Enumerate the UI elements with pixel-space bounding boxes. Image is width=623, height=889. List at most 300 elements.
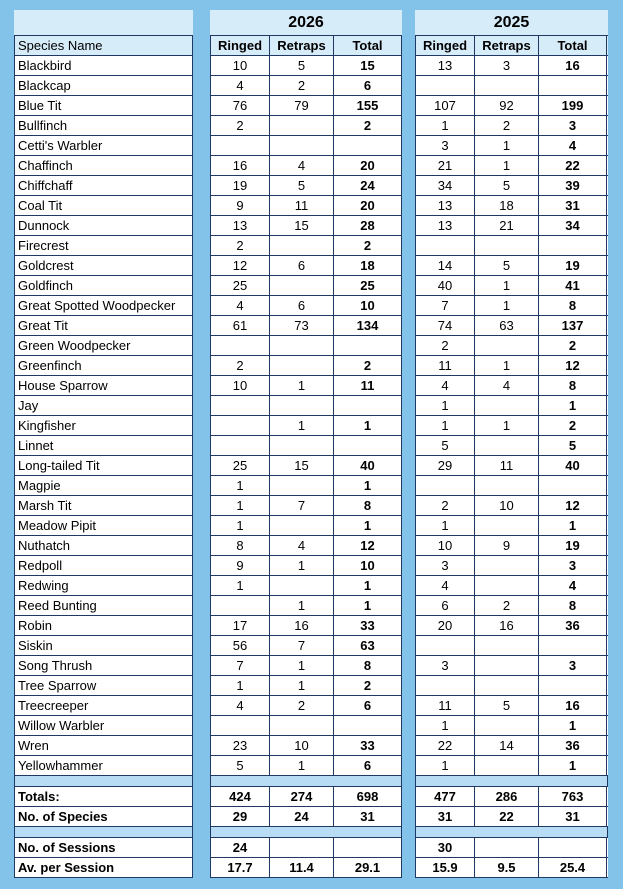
ringed-cell: 2 bbox=[210, 236, 270, 255]
ringed-cell: 11 bbox=[415, 696, 475, 715]
total-cell: 1 bbox=[539, 716, 607, 735]
retraps-cell bbox=[475, 476, 539, 495]
avg-row bbox=[210, 858, 402, 878]
total-cell: 18 bbox=[334, 256, 402, 275]
species-name: Dunnock bbox=[14, 216, 193, 235]
species-name: Robin bbox=[14, 616, 193, 635]
ringed-cell: 11 bbox=[415, 356, 475, 375]
species-name: Goldcrest bbox=[14, 256, 193, 275]
ringed-cell: 25 bbox=[210, 456, 270, 475]
ringed-cell: 1 bbox=[210, 516, 270, 535]
total-cell: 1 bbox=[334, 596, 402, 615]
table-row bbox=[415, 536, 608, 556]
species-row bbox=[14, 196, 193, 216]
avg-ringed: 15.9 bbox=[415, 858, 475, 877]
ringed-cell bbox=[415, 236, 475, 255]
species-retraps: 22 bbox=[475, 807, 539, 826]
retraps-cell bbox=[475, 516, 539, 535]
species-name: Redpoll bbox=[14, 556, 193, 575]
table-row bbox=[210, 736, 402, 756]
retraps-cell bbox=[270, 136, 334, 155]
retraps-cell: 5 bbox=[475, 256, 539, 275]
total-ringed: 477 bbox=[415, 787, 475, 806]
table-row bbox=[415, 476, 608, 496]
total-cell: 40 bbox=[539, 456, 607, 475]
total-cell: 2 bbox=[539, 416, 607, 435]
species-row bbox=[14, 656, 193, 676]
table-row bbox=[415, 76, 608, 96]
retraps-cell: 21 bbox=[475, 216, 539, 235]
table-row bbox=[415, 56, 608, 76]
total-cell: 41 bbox=[539, 276, 607, 295]
retraps-cell bbox=[270, 276, 334, 295]
retraps-cell bbox=[475, 556, 539, 575]
ringed-cell: 1 bbox=[415, 416, 475, 435]
retraps-cell: 1 bbox=[475, 356, 539, 375]
table-row bbox=[210, 556, 402, 576]
species-year-spacer bbox=[14, 10, 193, 36]
ringed-cell: 1 bbox=[415, 396, 475, 415]
species-name: Kingfisher bbox=[14, 416, 193, 435]
retraps-cell: 1 bbox=[270, 556, 334, 575]
species-name: Chiffchaff bbox=[14, 176, 193, 195]
species-name: Willow Warbler bbox=[14, 716, 193, 735]
retraps-cell: 15 bbox=[270, 216, 334, 235]
species-row bbox=[14, 516, 193, 536]
total-cell: 1 bbox=[539, 756, 607, 775]
retraps-cell: 4 bbox=[270, 156, 334, 175]
table-row bbox=[210, 156, 402, 176]
sessions-empty bbox=[270, 838, 334, 857]
total-cell: 1 bbox=[334, 576, 402, 595]
table-row bbox=[210, 176, 402, 196]
spacer-row bbox=[210, 827, 402, 838]
species-name: Wren bbox=[14, 736, 193, 755]
spacer-row bbox=[14, 827, 193, 838]
species-name: Blue Tit bbox=[14, 96, 193, 115]
ringed-cell: 2 bbox=[210, 116, 270, 135]
ringed-cell: 74 bbox=[415, 316, 475, 335]
species-row bbox=[14, 576, 193, 596]
table-row bbox=[415, 656, 608, 676]
ringed-cell bbox=[210, 436, 270, 455]
avg-ringed: 17.7 bbox=[210, 858, 270, 877]
species-row bbox=[14, 376, 193, 396]
species-row bbox=[14, 696, 193, 716]
ringed-cell: 6 bbox=[415, 596, 475, 615]
species-row bbox=[14, 56, 193, 76]
total-cell: 134 bbox=[334, 316, 402, 335]
retraps-cell bbox=[475, 716, 539, 735]
table-row bbox=[415, 196, 608, 216]
total-cell: 2 bbox=[334, 236, 402, 255]
retraps-cell: 11 bbox=[475, 456, 539, 475]
retraps-cell bbox=[475, 656, 539, 675]
total-cell: 28 bbox=[334, 216, 402, 235]
species-name: Goldfinch bbox=[14, 276, 193, 295]
sessions-count: 30 bbox=[415, 838, 475, 857]
species-count-row bbox=[415, 807, 608, 827]
species-row bbox=[14, 96, 193, 116]
table-row bbox=[415, 636, 608, 656]
species-name: Magpie bbox=[14, 476, 193, 495]
table-row bbox=[210, 676, 402, 696]
species-row bbox=[14, 136, 193, 156]
table-row bbox=[415, 616, 608, 636]
table-row bbox=[415, 556, 608, 576]
ringed-cell: 7 bbox=[415, 296, 475, 315]
table-row bbox=[210, 756, 402, 776]
total-cell: 4 bbox=[539, 136, 607, 155]
total-cell: 15 bbox=[334, 56, 402, 75]
ringed-cell: 17 bbox=[210, 616, 270, 635]
ringed-cell: 3 bbox=[415, 656, 475, 675]
species-row bbox=[14, 396, 193, 416]
retraps-cell: 1 bbox=[270, 656, 334, 675]
ringed-cell: 1 bbox=[210, 676, 270, 695]
retraps-cell: 6 bbox=[270, 256, 334, 275]
ringed-cell: 2 bbox=[415, 336, 475, 355]
species-name: Tree Sparrow bbox=[14, 676, 193, 695]
table-row bbox=[415, 116, 608, 136]
ringed-cell: 10 bbox=[210, 56, 270, 75]
ringed-cell: 13 bbox=[210, 216, 270, 235]
table-row bbox=[415, 716, 608, 736]
retraps-cell: 2 bbox=[270, 696, 334, 715]
total-cell: 33 bbox=[334, 736, 402, 755]
ringed-cell bbox=[415, 636, 475, 655]
table-row bbox=[415, 216, 608, 236]
retraps-cell bbox=[270, 516, 334, 535]
species-name: Blackcap bbox=[14, 76, 193, 95]
species-row bbox=[14, 176, 193, 196]
ringed-cell: 4 bbox=[210, 296, 270, 315]
retraps-cell: 10 bbox=[475, 496, 539, 515]
retraps-cell: 1 bbox=[270, 756, 334, 775]
retraps-cell: 7 bbox=[270, 496, 334, 515]
species-name: Meadow Pipit bbox=[14, 516, 193, 535]
species-ringed: 29 bbox=[210, 807, 270, 826]
retraps-cell bbox=[475, 396, 539, 415]
retraps-cell bbox=[270, 356, 334, 375]
table-row bbox=[415, 496, 608, 516]
ringed-cell bbox=[210, 396, 270, 415]
total-cell: 199 bbox=[539, 96, 607, 115]
species-header-row bbox=[14, 36, 193, 56]
total-cell: 24 bbox=[334, 176, 402, 195]
total-cell: 19 bbox=[539, 256, 607, 275]
table-row bbox=[210, 96, 402, 116]
ringed-cell: 5 bbox=[210, 756, 270, 775]
retraps-cell bbox=[270, 336, 334, 355]
table-row bbox=[210, 276, 402, 296]
table-row bbox=[210, 576, 402, 596]
retraps-cell: 5 bbox=[270, 176, 334, 195]
total-cell: 6 bbox=[334, 756, 402, 775]
total-cell: 8 bbox=[334, 496, 402, 515]
retraps-cell bbox=[475, 576, 539, 595]
ringed-cell: 14 bbox=[415, 256, 475, 275]
total-cell: 3 bbox=[539, 656, 607, 675]
retraps-cell bbox=[270, 396, 334, 415]
ringed-cell: 4 bbox=[210, 76, 270, 95]
total-cell: 20 bbox=[334, 156, 402, 175]
species-row bbox=[14, 236, 193, 256]
table-row bbox=[415, 236, 608, 256]
ringed-cell: 107 bbox=[415, 96, 475, 115]
total-cell: 22 bbox=[539, 156, 607, 175]
ringed-cell: 13 bbox=[415, 56, 475, 75]
table-row bbox=[415, 176, 608, 196]
total-cell: 2 bbox=[539, 336, 607, 355]
total-retraps: 274 bbox=[270, 787, 334, 806]
table-row bbox=[415, 156, 608, 176]
table-row bbox=[415, 456, 608, 476]
species-ringed: 31 bbox=[415, 807, 475, 826]
ringed-cell: 61 bbox=[210, 316, 270, 335]
total-cell: 20 bbox=[334, 196, 402, 215]
retraps-cell: 2 bbox=[270, 76, 334, 95]
retraps-cell: 10 bbox=[270, 736, 334, 755]
ringed-cell: 21 bbox=[415, 156, 475, 175]
avg-label: Av. per Session bbox=[14, 858, 193, 877]
retraps-cell: 9 bbox=[475, 536, 539, 555]
table-row bbox=[210, 476, 402, 496]
table-row bbox=[210, 236, 402, 256]
total-cell: 12 bbox=[539, 496, 607, 515]
totals-label-row bbox=[14, 787, 193, 807]
species-row bbox=[14, 616, 193, 636]
total-cell: 10 bbox=[334, 556, 402, 575]
ringed-cell: 20 bbox=[415, 616, 475, 635]
ringed-cell: 29 bbox=[415, 456, 475, 475]
total-cell: 16 bbox=[539, 56, 607, 75]
total-cell: 34 bbox=[539, 216, 607, 235]
sessions-label-row bbox=[14, 838, 193, 858]
species-row bbox=[14, 496, 193, 516]
ringed-cell: 23 bbox=[210, 736, 270, 755]
ringed-cell: 40 bbox=[415, 276, 475, 295]
retraps-cell bbox=[475, 636, 539, 655]
totals-label: Totals: bbox=[14, 787, 193, 806]
total-cell: 63 bbox=[334, 636, 402, 655]
total-cell: 8 bbox=[334, 656, 402, 675]
retraps-cell: 1 bbox=[475, 276, 539, 295]
retraps-cell bbox=[475, 76, 539, 95]
ringed-cell: 22 bbox=[415, 736, 475, 755]
table-row bbox=[210, 356, 402, 376]
avg-label-row bbox=[14, 858, 193, 878]
ringed-cell bbox=[415, 76, 475, 95]
retraps-cell: 5 bbox=[475, 696, 539, 715]
total-cell: 2 bbox=[334, 116, 402, 135]
species-count-label: No. of Species bbox=[14, 807, 193, 826]
total-cell: 1 bbox=[334, 416, 402, 435]
table-row bbox=[210, 136, 402, 156]
species-row bbox=[14, 216, 193, 236]
species-row bbox=[14, 116, 193, 136]
total-total: 763 bbox=[539, 787, 607, 806]
total-cell: 155 bbox=[334, 96, 402, 115]
retraps-cell: 5 bbox=[475, 176, 539, 195]
total-cell bbox=[539, 476, 607, 495]
total-cell: 11 bbox=[334, 376, 402, 395]
retraps-cell: 4 bbox=[270, 536, 334, 555]
year-2026-block bbox=[210, 10, 402, 878]
total-cell bbox=[334, 396, 402, 415]
retraps-cell bbox=[270, 576, 334, 595]
ringed-cell: 1 bbox=[415, 516, 475, 535]
species-row bbox=[14, 456, 193, 476]
total-ringed: 424 bbox=[210, 787, 270, 806]
table-row bbox=[415, 416, 608, 436]
retraps-cell: 18 bbox=[475, 196, 539, 215]
ringed-cell: 1 bbox=[210, 476, 270, 495]
total-cell: 10 bbox=[334, 296, 402, 315]
table-row bbox=[415, 376, 608, 396]
retraps-cell bbox=[270, 716, 334, 735]
ringed-cell: 4 bbox=[210, 696, 270, 715]
ringed-cell bbox=[415, 676, 475, 695]
table-row bbox=[210, 596, 402, 616]
table-row bbox=[210, 716, 402, 736]
retraps-cell: 79 bbox=[270, 96, 334, 115]
species-row bbox=[14, 556, 193, 576]
retraps-cell: 16 bbox=[270, 616, 334, 635]
table-row bbox=[210, 376, 402, 396]
total-cell bbox=[334, 336, 402, 355]
ringed-cell: 10 bbox=[415, 536, 475, 555]
ringed-cell: 10 bbox=[210, 376, 270, 395]
ringed-cell: 2 bbox=[415, 496, 475, 515]
table-row bbox=[210, 496, 402, 516]
species-name: Green Woodpecker bbox=[14, 336, 193, 355]
retraps-cell: 73 bbox=[270, 316, 334, 335]
retraps-cell: 16 bbox=[475, 616, 539, 635]
sessions-empty bbox=[539, 838, 607, 857]
ringed-header: Ringed bbox=[210, 36, 270, 55]
species-name: Reed Bunting bbox=[14, 596, 193, 615]
total-cell bbox=[539, 76, 607, 95]
ringed-cell: 19 bbox=[210, 176, 270, 195]
total-cell: 8 bbox=[539, 376, 607, 395]
retraps-cell bbox=[270, 436, 334, 455]
species-name: Chaffinch bbox=[14, 156, 193, 175]
species-row bbox=[14, 636, 193, 656]
ringed-cell: 16 bbox=[210, 156, 270, 175]
totals-row bbox=[415, 787, 608, 807]
table-row bbox=[415, 136, 608, 156]
species-row bbox=[14, 756, 193, 776]
total-total: 698 bbox=[334, 787, 402, 806]
spacer-row bbox=[415, 827, 608, 838]
ringed-cell: 1 bbox=[210, 496, 270, 515]
total-cell bbox=[539, 676, 607, 695]
total-cell: 36 bbox=[539, 616, 607, 635]
ringed-cell: 8 bbox=[210, 536, 270, 555]
retraps-cell: 1 bbox=[270, 376, 334, 395]
table-row bbox=[415, 396, 608, 416]
total-cell: 3 bbox=[539, 116, 607, 135]
total-cell: 2 bbox=[334, 356, 402, 375]
table-row bbox=[415, 276, 608, 296]
table-row bbox=[210, 656, 402, 676]
retraps-cell: 7 bbox=[270, 636, 334, 655]
avg-total: 29.1 bbox=[334, 858, 402, 877]
retraps-cell bbox=[475, 756, 539, 775]
total-cell: 12 bbox=[334, 536, 402, 555]
species-row bbox=[14, 476, 193, 496]
ringed-cell: 25 bbox=[210, 276, 270, 295]
species-name: Siskin bbox=[14, 636, 193, 655]
retraps-cell bbox=[475, 236, 539, 255]
table-row bbox=[210, 76, 402, 96]
species-name: Song Thrush bbox=[14, 656, 193, 675]
table-row bbox=[210, 336, 402, 356]
retraps-cell: 4 bbox=[475, 376, 539, 395]
total-cell: 40 bbox=[334, 456, 402, 475]
species-name: Cetti's Warbler bbox=[14, 136, 193, 155]
table-row bbox=[415, 696, 608, 716]
retraps-cell: 5 bbox=[270, 56, 334, 75]
total-header: Total bbox=[539, 36, 607, 55]
ringed-cell: 9 bbox=[210, 196, 270, 215]
avg-retraps: 9.5 bbox=[475, 858, 539, 877]
species-total: 31 bbox=[334, 807, 402, 826]
sessions-row bbox=[210, 838, 402, 858]
table-row bbox=[210, 296, 402, 316]
avg-retraps: 11.4 bbox=[270, 858, 334, 877]
retraps-cell bbox=[475, 336, 539, 355]
species-name: Linnet bbox=[14, 436, 193, 455]
species-row bbox=[14, 76, 193, 96]
table-row bbox=[210, 696, 402, 716]
species-row bbox=[14, 596, 193, 616]
ringed-cell: 4 bbox=[415, 376, 475, 395]
retraps-cell bbox=[475, 436, 539, 455]
species-row bbox=[14, 156, 193, 176]
spacer-row bbox=[14, 776, 193, 787]
total-cell: 2 bbox=[334, 676, 402, 695]
table-row bbox=[210, 636, 402, 656]
spacer-row bbox=[415, 776, 608, 787]
ringed-cell: 2 bbox=[210, 356, 270, 375]
ringed-header: Ringed bbox=[415, 36, 475, 55]
total-header: Total bbox=[334, 36, 402, 55]
table-row bbox=[210, 436, 402, 456]
ringed-cell: 13 bbox=[415, 216, 475, 235]
table-row bbox=[210, 256, 402, 276]
species-row bbox=[14, 276, 193, 296]
ringed-cell: 3 bbox=[415, 136, 475, 155]
total-cell: 25 bbox=[334, 276, 402, 295]
retraps-cell: 11 bbox=[270, 196, 334, 215]
sessions-empty bbox=[334, 838, 402, 857]
table-row bbox=[415, 756, 608, 776]
retraps-cell bbox=[475, 676, 539, 695]
retraps-cell: 1 bbox=[475, 296, 539, 315]
total-cell: 19 bbox=[539, 536, 607, 555]
ringed-cell: 9 bbox=[210, 556, 270, 575]
total-cell: 137 bbox=[539, 316, 607, 335]
table-row bbox=[210, 56, 402, 76]
ringed-cell bbox=[415, 476, 475, 495]
ringed-cell: 13 bbox=[415, 196, 475, 215]
year-2026-rows bbox=[210, 56, 402, 776]
species-name-header: Species Name bbox=[14, 36, 193, 55]
table-row bbox=[415, 96, 608, 116]
ringed-cell: 56 bbox=[210, 636, 270, 655]
